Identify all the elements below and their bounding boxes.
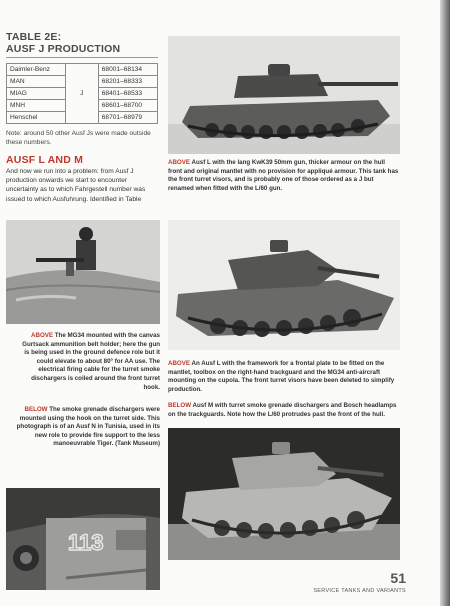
caption-lead: ABOVE — [168, 159, 191, 166]
caption-text: The MG34 mounted with the canvas Gurtsack ammunition belt holder; here the gun is being used in the ground defence role but it could elevate to about 80° for AA use. The electrical firing cable for the turret smoke dischargers is coiled around the front turret hook. — [22, 332, 160, 391]
caption-ausf-l-lang — [168, 159, 400, 193]
maker-cell: MIAG — [7, 88, 66, 100]
range-cell: 68401–68533 — [98, 88, 157, 100]
photo-mg34 — [6, 220, 160, 324]
maker-cell: Daimler-Benz — [7, 64, 66, 76]
table-note: Note: around 50 other Ausf Js were made outside these numbers. — [6, 130, 151, 146]
photo-ausf-l-front — [168, 220, 400, 350]
caption-text: An Ausf L with the framework for a frontal plate to be fitted on the mantlet, toolbox on the right-hand trackguard and the MG34 anti-aircraft mounting on the cupola. The front turret visors have been deleted to simplify production. — [168, 360, 395, 393]
caption-lead: BELOW — [24, 406, 48, 413]
caption-ausf-m — [168, 402, 400, 419]
range-cell: 68601–68700 — [98, 100, 157, 112]
running-title: SERVICE TANKS AND VARIANTS — [313, 588, 406, 594]
table-row — [7, 64, 158, 76]
section-heading: AUSF L AND M — [6, 154, 84, 166]
caption-lead: ABOVE — [31, 332, 54, 339]
page-edge — [440, 0, 450, 606]
hull-number-text: 113 — [68, 530, 104, 555]
photo-ausf-n-tunisia — [6, 488, 160, 590]
caption-ausf-l-framework — [168, 360, 400, 394]
table-title-line2: AUSF J PRODUCTION — [6, 43, 121, 55]
caption-mg34 — [16, 332, 160, 392]
section-body: And now we run into a problem: from Ausf J production onwards we start to encounter uncertainty as to which Fahrgestell number was issued to which Ausfuhrung. Identified in Table — [6, 168, 146, 203]
caption-text: The smoke grenade dischargers were mounted using the hook on the turret side. This photograph is of an Ausf N in Tunisia, used in its new role to provide fire support to the less manoeuvrable Tiger. (Tank Museum) — [16, 406, 160, 448]
maker-cell: MAN — [7, 76, 66, 88]
table-title — [6, 31, 158, 55]
ausf-cell: J — [65, 64, 98, 124]
caption-text: Ausf L with the lang KwK39 50mm gun, thicker armour on the hull front and original mantlet with no provision for appliqué armour. This tank has the front turret visors, and is probably one of those ordered as a J but renamed when fitted with the L/60 gun. — [168, 159, 399, 192]
maker-cell: Henschel — [7, 112, 66, 124]
page-number: 51 — [390, 570, 406, 586]
range-cell: 68201–68333 — [98, 76, 157, 88]
caption-text: Ausf M with turret smoke grenade dischargers and Bosch headlamps on the trackguards. Note how the L/60 protrudes past the front of the hull. — [168, 402, 397, 418]
maker-cell: MNH — [7, 100, 66, 112]
caption-smoke-dischargers — [16, 406, 160, 449]
table-rule — [6, 57, 158, 58]
production-table — [6, 63, 158, 124]
caption-lead: ABOVE — [168, 360, 191, 367]
photo-ausf-l-side — [168, 36, 400, 154]
caption-lead: BELOW — [168, 402, 192, 409]
table-title-line1: TABLE 2E: — [6, 31, 62, 43]
range-cell: 68701–68979 — [98, 112, 157, 124]
range-cell: 68001–68134 — [98, 64, 157, 76]
photo-ausf-m — [168, 428, 400, 560]
